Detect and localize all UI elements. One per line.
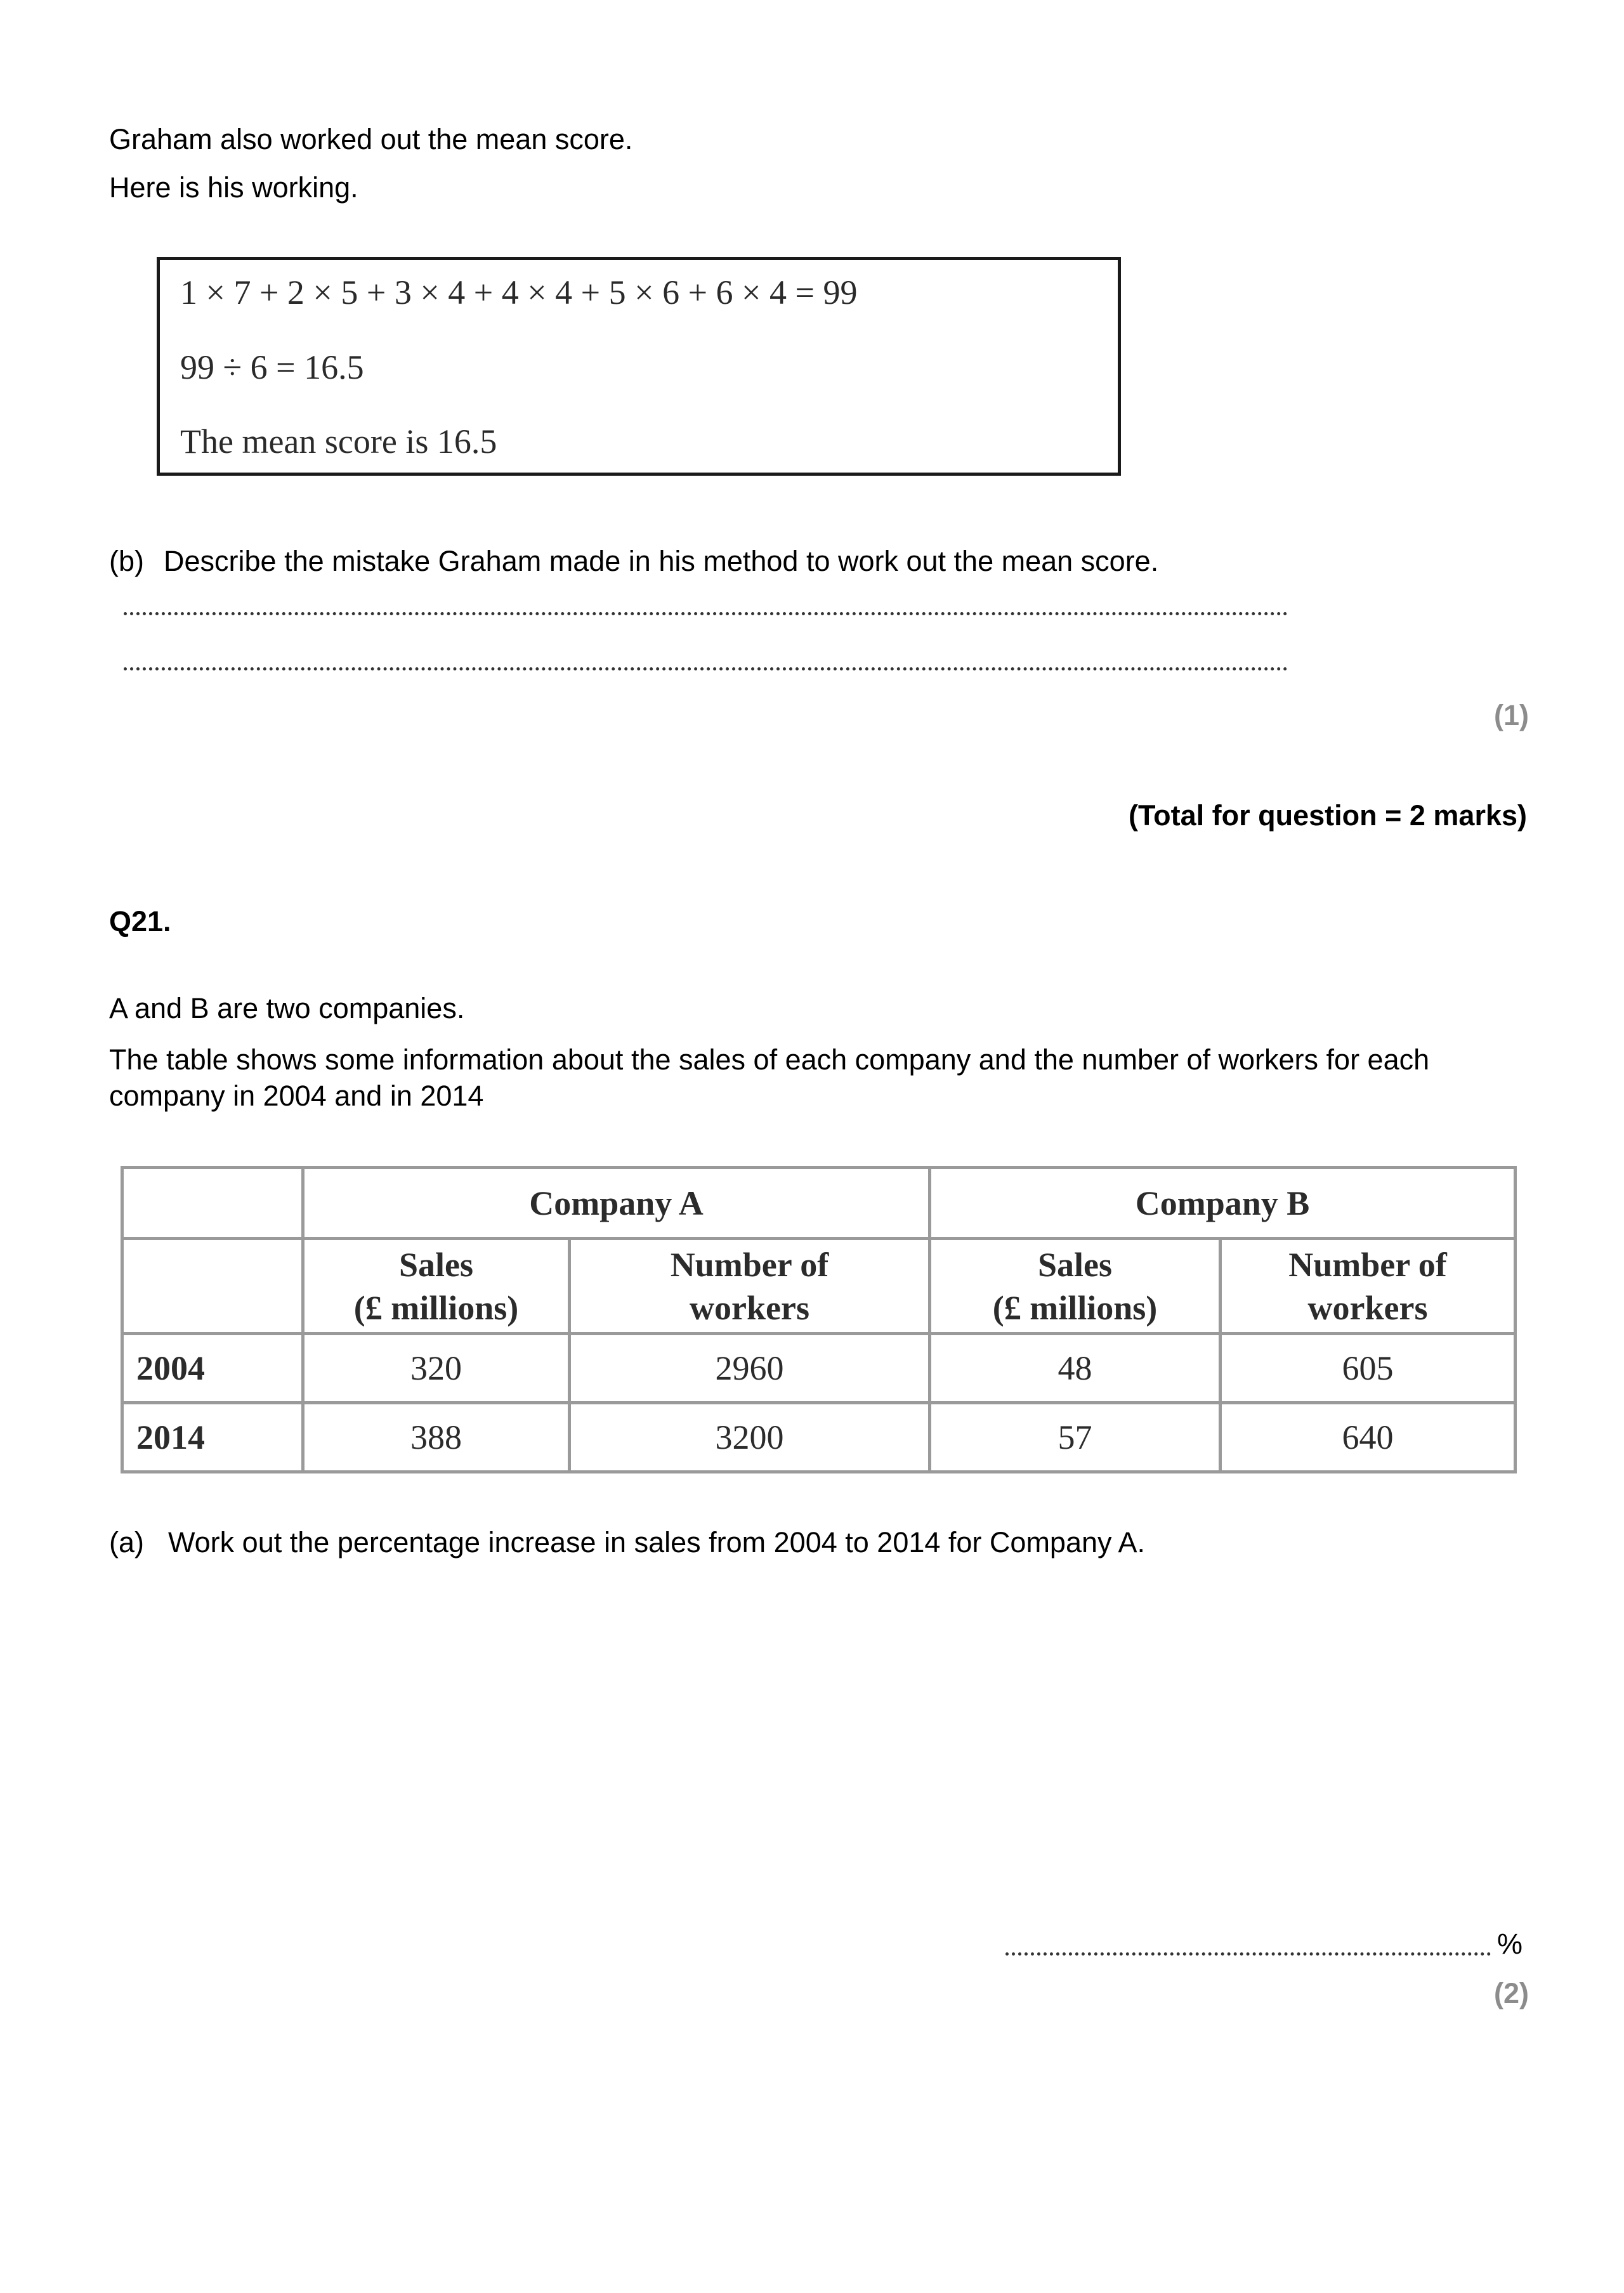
working-line-2: 99 ÷ 6 = 16.5	[180, 348, 364, 386]
a-workers-header-line-2: workers	[690, 1288, 809, 1327]
answer-line-a[interactable]	[1005, 1952, 1491, 1956]
b-sales-header-line-1: Sales	[1037, 1245, 1113, 1284]
company-a-header: Company A	[303, 1168, 930, 1239]
q21-line-2a: The table shows some information about the sales of each company and the number of workers for each	[109, 1043, 1430, 1076]
q21-line-1: A and B are two companies.	[109, 992, 465, 1024]
company-table	[121, 1166, 1517, 1473]
table-subheader-row	[122, 1239, 1516, 1334]
intro-line-2: Here is his working.	[109, 171, 358, 204]
question-total: (Total for question = 2 marks)	[1128, 799, 1527, 832]
q21-line-2b: company in 2004 and in 2014	[109, 1080, 484, 1112]
b-sales-header	[930, 1239, 1221, 1334]
working-line-3: The mean score is 16.5	[180, 422, 497, 461]
table-row	[122, 1403, 1516, 1472]
a-workers-header	[570, 1239, 930, 1334]
question-number: Q21.	[109, 905, 171, 937]
working-line-1: 1 × 7 + 2 × 5 + 3 × 4 + 4 × 4 + 5 × 6 + 6 × 4 = 99	[180, 273, 858, 311]
a-sales-cell: 320	[303, 1334, 570, 1403]
intro-line-1: Graham also worked out the mean score.	[109, 123, 633, 155]
a-workers-cell: 2960	[570, 1334, 930, 1403]
b-sales-cell: 48	[930, 1334, 1221, 1403]
part-a-label: (a)	[109, 1526, 144, 1558]
table-header-row	[122, 1168, 1516, 1239]
part-a-question: Work out the percentage increase in sales from 2004 to 2014 for Company A.	[168, 1526, 1146, 1558]
answer-line-b-1[interactable]	[124, 612, 1288, 615]
table-row	[122, 1334, 1516, 1403]
percent-unit: %	[1497, 1928, 1523, 1960]
a-sales-cell: 388	[303, 1403, 570, 1472]
b-workers-cell: 640	[1221, 1403, 1516, 1472]
b-workers-header-line-1: Number of	[1288, 1245, 1447, 1284]
a-workers-header-line-1: Number of	[670, 1245, 829, 1284]
empty-cell	[122, 1239, 303, 1334]
working-box	[157, 257, 1121, 476]
part-b-question: Describe the mistake Graham made in his method to work out the mean score.	[164, 545, 1159, 577]
year-cell: 2004	[122, 1334, 303, 1403]
b-workers-cell: 605	[1221, 1334, 1516, 1403]
part-a-marks: (2)	[1494, 1977, 1529, 2009]
a-sales-header	[303, 1239, 570, 1334]
b-sales-header-line-2: (£ millions)	[992, 1288, 1158, 1327]
b-sales-cell: 57	[930, 1403, 1221, 1472]
b-workers-header	[1221, 1239, 1516, 1334]
part-b-label: (b)	[109, 545, 144, 577]
a-workers-cell: 3200	[570, 1403, 930, 1472]
a-sales-header-line-1: Sales	[398, 1245, 474, 1284]
a-sales-header-line-2: (£ millions)	[353, 1288, 519, 1327]
empty-cell	[122, 1168, 303, 1239]
b-workers-header-line-2: workers	[1307, 1288, 1428, 1327]
part-b-marks: (1)	[1494, 699, 1529, 731]
company-b-header: Company B	[930, 1168, 1516, 1239]
year-cell: 2014	[122, 1403, 303, 1472]
answer-line-b-2[interactable]	[124, 667, 1288, 670]
